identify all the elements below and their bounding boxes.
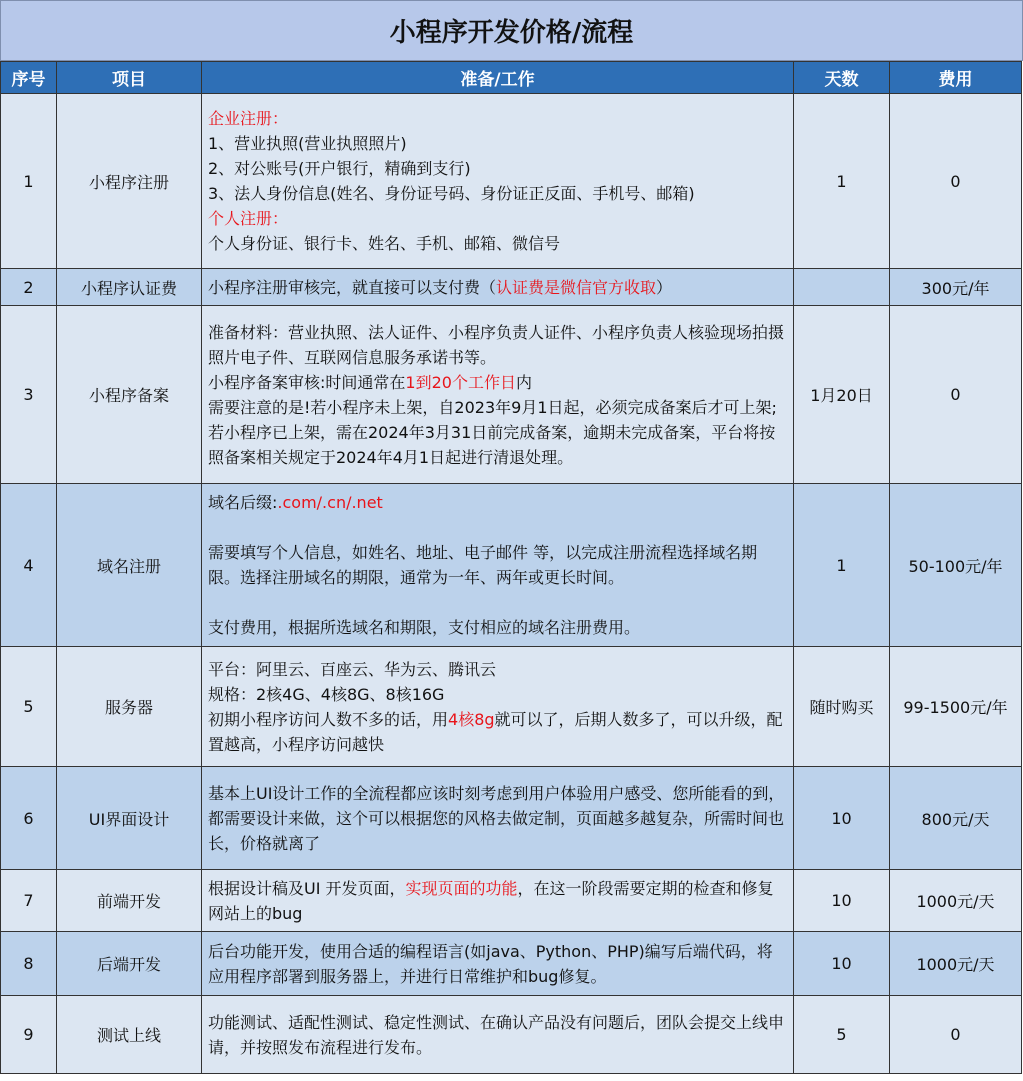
work-line: 1、营业执照(营业执照照片) xyxy=(208,134,407,153)
sheet-title: 小程序开发价格/流程 xyxy=(0,0,1023,61)
row-no: 6 xyxy=(1,767,57,870)
work-text: ，在这一阶段需要定期的检查和修复网站上的bug xyxy=(208,878,774,923)
work-paragraph xyxy=(208,370,787,395)
table-row xyxy=(1,932,1022,996)
work-paragraph: 需要注意的是!若小程序未上架，自2023年9月1日起，必须完成备案后才可上架;若小程序已上架，需在2024年3月31日前完成备案，逾期未完成备案，平台将按照备案相关规定于2024年4月1日起进行清退处理。 xyxy=(208,397,777,467)
row-cost: 800元/天 xyxy=(890,767,1022,870)
work-paragraph: 需要填写个人信息，如姓名、地址、电子邮件 等，以完成注册流程选择域名期限。选择注册域名的期限，通常为一年、两年或更长时间。 xyxy=(208,543,758,587)
work-paragraph: 基本上UI设计工作的全流程都应该时刻考虑到用户体验用户感受、您所能看的到，都需要设计来做，这个可以根据您的风格去做定制，页面越多越复杂，所需时间也长，价格就离了 xyxy=(208,783,785,853)
row-cost: 0 xyxy=(890,306,1022,484)
row-cost: 99-1500元/年 xyxy=(890,647,1022,767)
work-text: 内 xyxy=(515,372,532,392)
work-paragraph: 平台：阿里云、百座云、华为云、腾讯云 xyxy=(208,659,497,679)
table-row xyxy=(1,767,1022,870)
row-days: 10 xyxy=(794,932,890,996)
row-item: 小程序注册 xyxy=(57,94,202,269)
header-item: 项目 xyxy=(57,62,202,94)
row-days: 10 xyxy=(794,870,890,932)
row-work: 功能测试、适配性测试、稳定性测试、在确认产品没有问题后，团队会提交上线申请，并按照发布流程进行发布。 xyxy=(202,996,794,1074)
row-work xyxy=(202,94,794,269)
row-no: 4 xyxy=(1,484,57,647)
spacer xyxy=(208,515,787,540)
table-row xyxy=(1,647,1022,767)
header-cost: 费用 xyxy=(890,62,1022,94)
row-no: 9 xyxy=(1,996,57,1074)
work-paragraph xyxy=(208,707,787,757)
row-no: 8 xyxy=(1,932,57,996)
row-cost: 300元/年 xyxy=(890,269,1022,306)
row-work xyxy=(202,306,794,484)
row-work: 后台功能开发，使用合适的编程语言(如java、Python、PHP)编写后端代码，将应用程序部署到服务器上，并进行日常维护和bug修复。 xyxy=(202,932,794,996)
work-text: 小程序备案审核:时间通常在 xyxy=(208,372,406,392)
work-highlight: 认证费是微信官方收取 xyxy=(496,277,657,297)
row-work xyxy=(202,870,794,932)
work-paragraph: 规格：2核4G、4核8G、8核16G xyxy=(208,684,445,704)
work-paragraph: 支付费用，根据所选域名和期限，支付相应的域名注册费用。 xyxy=(208,618,641,637)
row-no: 2 xyxy=(1,269,57,306)
work-line: 3、法人身份信息(姓名、身份证号码、身份证正反面、手机号、邮箱) xyxy=(208,184,695,203)
work-line: 2、对公账号(开户银行，精确到支行) xyxy=(208,159,471,178)
row-no: 3 xyxy=(1,306,57,484)
header-no: 序号 xyxy=(1,62,57,94)
spacer xyxy=(208,590,787,615)
row-no: 1 xyxy=(1,94,57,269)
row-item: 小程序备案 xyxy=(57,306,202,484)
table-row xyxy=(1,269,1022,306)
row-days: 1 xyxy=(794,484,890,647)
work-text: 初期小程序访问人数不多的话，用 xyxy=(208,709,449,729)
row-days: 随时购买 xyxy=(794,647,890,767)
row-work xyxy=(202,484,794,647)
row-item: 后端开发 xyxy=(57,932,202,996)
row-item: UI界面设计 xyxy=(57,767,202,870)
row-days: 10 xyxy=(794,767,890,870)
work-text: ） xyxy=(656,277,673,297)
table-row xyxy=(1,484,1022,647)
work-paragraph xyxy=(208,490,787,515)
work-line: 企业注册： xyxy=(208,109,289,128)
row-cost: 0 xyxy=(890,94,1022,269)
row-work xyxy=(202,767,794,870)
work-highlight: 4核8g xyxy=(448,709,495,729)
row-item: 小程序认证费 xyxy=(57,269,202,306)
table-row xyxy=(1,996,1022,1074)
row-item: 域名注册 xyxy=(57,484,202,647)
work-paragraph: 准备材料：营业执照、法人证件、小程序负责人证件、小程序负责人核验现场拍摄照片电子件、互联网信息服务承诺书等。 xyxy=(208,322,785,367)
work-text: 就可以了，后期人数多了，可以升级，配置越高，小程序访问越快 xyxy=(208,709,783,754)
work-line: 个人注册： xyxy=(208,209,289,228)
row-days: 5 xyxy=(794,996,890,1074)
row-cost: 0 xyxy=(890,996,1022,1074)
row-days: 1 xyxy=(794,94,890,269)
header-days: 天数 xyxy=(794,62,890,94)
table-row xyxy=(1,94,1022,269)
header-row xyxy=(1,62,1022,94)
work-text: 根据设计稿及UI 开发页面， xyxy=(208,878,406,898)
header-work: 准备/工作 xyxy=(202,62,794,94)
row-cost: 50-100元/年 xyxy=(890,484,1022,647)
work-highlight: .com/.cn/.net xyxy=(277,493,383,512)
row-days xyxy=(794,269,890,306)
row-no: 7 xyxy=(1,870,57,932)
row-work xyxy=(202,269,794,306)
row-cost: 1000元/天 xyxy=(890,932,1022,996)
row-item: 前端开发 xyxy=(57,870,202,932)
row-item: 服务器 xyxy=(57,647,202,767)
work-highlight: 实现页面的功能 xyxy=(405,878,518,898)
table-row xyxy=(1,870,1022,932)
table-row xyxy=(1,306,1022,484)
row-item: 测试上线 xyxy=(57,996,202,1074)
work-text: 域名后缀: xyxy=(208,493,278,512)
work-line: 个人身份证、银行卡、姓名、手机、邮箱、微信号 xyxy=(208,234,561,253)
row-no: 5 xyxy=(1,647,57,767)
work-highlight: 1到20个工作日 xyxy=(405,372,516,392)
work-text: 小程序注册审核完，就直接可以支付费（ xyxy=(208,277,497,297)
row-cost: 1000元/天 xyxy=(890,870,1022,932)
row-work xyxy=(202,647,794,767)
row-days: 1月20日 xyxy=(794,306,890,484)
price-table xyxy=(0,61,1022,1074)
